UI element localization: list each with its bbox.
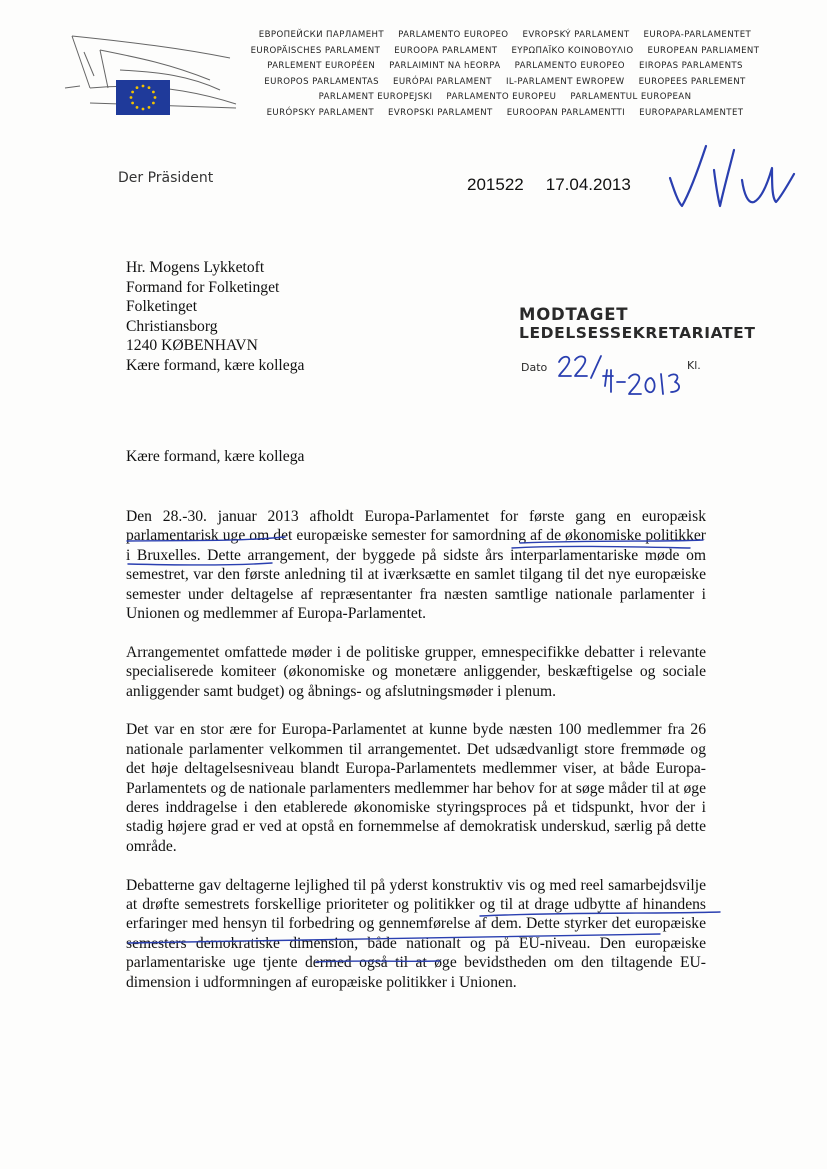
- names-row: EUROPÄISCHES PARLAMENT EUROOPA PARLAMENT ΕΥΡΩΠΑΪΚΟ ΚΟΙΝΟΒΟΥΛΙΟ EUROPEAN PARLIAMENT: [250, 45, 760, 56]
- body-paragraph: Den 28.-30. januar 2013 afholdt Europa-Parlamentet for første gang en europæisk parlamentarisk uge om det europæiske semester for samordning af de økonomiske politikker i Bruxelles. Dette arrangement, der byggede på sidste års interparlamentariske møde om semestret, var den første anledning til at iværksætte en samlet tilgang til det nye europæiske semester under deltagelse af repræsentanter fra næsten samtlige nationale parlamenter i Unionen og medlemmer af Europa-Parlamentet.: [126, 508, 706, 623]
- names-row: ЕВРОПЕЙСКИ ПАРЛАМЕНТ PARLAMENTO EUROPEO EVROPSKÝ PARLAMENT EUROPA-PARLAMENTET: [258, 30, 752, 40]
- reference-date: 17.04.2013: [545, 175, 631, 194]
- stamp-line1: MODTAGET: [519, 305, 629, 324]
- stamp-time-label: Kl.: [687, 359, 701, 372]
- body-paragraph: Arrangementet omfattede møder i de politiske grupper, emnespecifikke debatter i relevante specialiserede komiteer (økonomiske og monetære anliggender, beskæftigelse og sociale anliggender samt budget) og åbnings- og afslutningsmøder i plenum.: [126, 643, 706, 700]
- names-row: EUROPOS PARLAMENTAS EURÓPAI PARLAMENT IL-PARLAMENT EWROPEW EUROPEES PARLEMENT: [264, 76, 746, 87]
- address-line: Formand for Folketinget: [126, 278, 280, 296]
- address-line: Folketinget: [126, 298, 198, 315]
- names-row: PARLAMENT EUROPEJSKI PARLAMENTO EUROPEU PARLAMENTUL EUROPEAN: [318, 92, 692, 102]
- address-line: Kære formand, kære kollega: [126, 356, 305, 374]
- handwritten-stamp-date: [555, 352, 685, 400]
- sender-title: Der Präsident: [118, 170, 214, 186]
- stamp-line2: LEDELSESSEKRETARIATET: [519, 324, 756, 342]
- body-paragraph: Debatterne gav deltagerne lejlighed til på yderst konstruktiv vis og med reel samarbejdsvilje at drøfte semestrets forskellige prioriteter og politikker og til at drage udbytte af hinandens erfaringer med hensyn til forbedring og gennemførelse af dem. Dette styrker det europæiske semesters demokratiske dimension, både nationalt og på EU-niveau. Den europæiske parlamentariske uge tjente dermed også til at øge bevidstheden om den tiltagende EU-dimension i udformningen af europæiske politikker i Unionen.: [126, 876, 706, 991]
- address-line: 1240 KØBENHAVN: [126, 337, 258, 354]
- reference-number: 201522: [467, 175, 524, 194]
- recipient-address: [126, 258, 304, 375]
- reference-line: [467, 175, 631, 195]
- stamp-date-label: Dato: [521, 361, 548, 374]
- salutation: Kære formand, kære kollega: [126, 448, 305, 465]
- received-stamp: [519, 305, 756, 374]
- body-paragraph: Det var en stor ære for Europa-Parlamentet at kunne byde næsten 100 medlemmer fra 26 nationale parlamenter velkommen til arrangementet. Det udsædvanligt store fremmøde og det høje deltagelsesniveau blandt Europa-Parlamentets medlemmer viser, at både Europa-Parlamentets og de nationale parlamenters medlemmer har behov for at søge måder til at øge deres inddragelse i den etablerede økonomiske styringsproces på et tidspunkt, hvor der i stadig højere grad er ved at opstå en fornemmelse af demokratisk underskud, særlig på dette område.: [126, 721, 706, 855]
- names-row: PARLEMENT EUROPÉEN PARLAIMINT NA hEORPA PARLAMENTO EUROPEO EIROPAS PARLAMENTS: [267, 61, 743, 71]
- handwritten-initials: [668, 140, 798, 220]
- european-parliament-logo: [60, 28, 240, 118]
- institution-names: [220, 28, 790, 121]
- address-line: Christiansborg: [126, 317, 218, 335]
- names-row: EURÓPSKY PARLAMENT EVROPSKI PARLAMENT EUROOPAN PARLAMENTTI EUROPAPARLAMENTET: [266, 107, 744, 118]
- letter-body: [126, 507, 706, 992]
- address-line: Hr. Mogens Lykketoft: [126, 259, 265, 276]
